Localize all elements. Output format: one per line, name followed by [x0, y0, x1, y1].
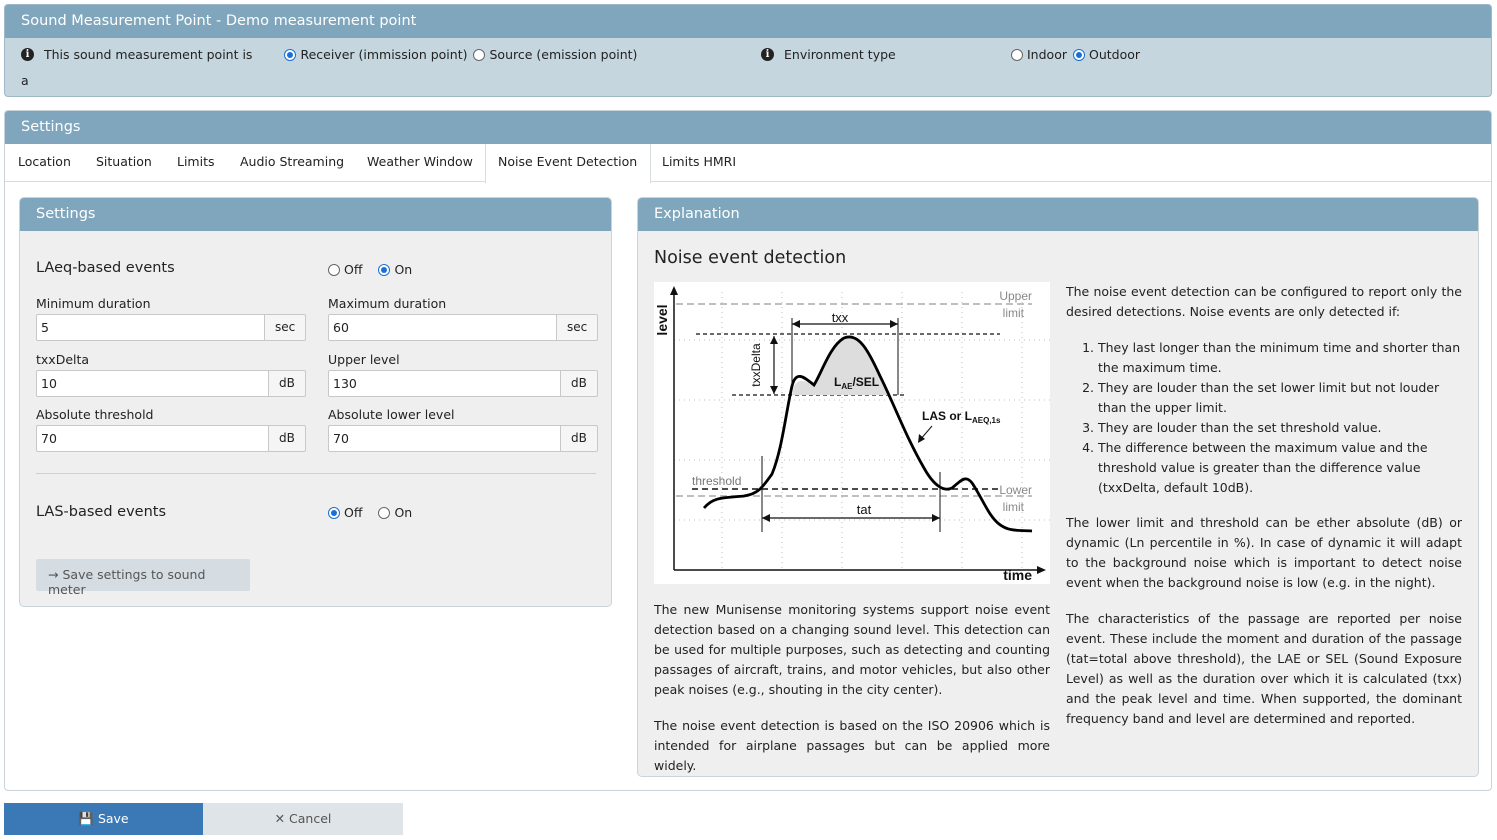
abs-lower-label: Absolute lower level: [328, 407, 455, 422]
max-duration-group: [328, 314, 598, 341]
txx-delta-input[interactable]: [36, 370, 268, 397]
panel-title: Sound Measurement Point - Demo measurement point: [5, 5, 1491, 38]
outdoor-radio[interactable]: [1073, 49, 1085, 61]
settings-form-card: [19, 197, 612, 607]
explanation-card: [637, 197, 1479, 777]
environment-row: [761, 47, 896, 62]
conditions-list: [1066, 338, 1462, 498]
laeq-off-radio[interactable]: [328, 264, 340, 276]
abs-threshold-input[interactable]: [36, 425, 268, 452]
form-title: Settings: [20, 198, 611, 231]
tat-label: tat: [856, 502, 872, 517]
explanation-heading: Noise event detection: [654, 248, 847, 268]
settings-tabs: [5, 144, 1491, 182]
tab-noise-event-detection[interactable]: Noise Event Detection: [485, 144, 651, 183]
txx-delta-group: [36, 370, 306, 397]
environment-label: Environment type: [784, 47, 896, 62]
explanation-title: Explanation: [638, 198, 1478, 231]
abs-lower-unit: dB: [560, 425, 598, 452]
txx-delta-label: txxDelta: [36, 352, 90, 367]
intro-paragraph: The noise event detection can be configured to report only the desired detections. Noise events are only detected if:: [1066, 284, 1462, 319]
max-duration-unit: sec: [556, 314, 598, 341]
save-to-sound-meter-button[interactable]: [36, 559, 250, 597]
munisense-paragraph: The new Munisense monitoring systems support noise event detection based on a changing sound level. This detection can be used for multiple purposes, such as detecting and counting passages of aircraft, trains, and motor vehicles, but also other peak noises (e.g., shouting in the city center).: [654, 602, 1050, 697]
laeq-toggle: [328, 262, 418, 277]
save-to-sound-meter-label: Save settings to sound meter: [48, 567, 206, 597]
noise-event-diagram: [654, 282, 1050, 584]
tab-limits[interactable]: Limits: [177, 154, 215, 169]
settings-panel: [4, 110, 1492, 791]
close-icon: ✕: [274, 811, 286, 826]
txx-label: txx: [831, 310, 849, 325]
upper-level-label: Upper level: [328, 352, 400, 367]
upper-limit-label-2: limit: [1002, 306, 1024, 320]
abs-lower-group: [328, 425, 598, 452]
laeq-on-label[interactable]: On: [394, 262, 413, 277]
upper-level-group: [328, 370, 598, 397]
settings-title: Settings: [5, 111, 1491, 144]
tab-situation[interactable]: Situation: [96, 154, 152, 169]
save-label: Save: [97, 811, 129, 826]
point-type-row: [21, 47, 643, 62]
condition-item: 2. They are louder than the set lower limit but not louder than the upper limit.: [1098, 378, 1462, 418]
condition-item: 1. They last longer than the minimum time and shorter than the maximum time.: [1098, 338, 1462, 378]
source-label[interactable]: Source (emission point): [489, 47, 638, 62]
lower-limit-label-1: Lower: [999, 483, 1032, 497]
floppy-disk-icon: 💾: [78, 811, 94, 826]
las-laeq-label: LAS or $L_{AEQ,1s}$: [922, 409, 1001, 425]
measurement-point-panel: [4, 4, 1492, 97]
txx-delta-unit: dB: [268, 370, 306, 397]
laeq-off-label[interactable]: Off: [344, 262, 363, 277]
max-duration-label: Maximum duration: [328, 296, 447, 311]
indoor-label[interactable]: Indoor: [1027, 47, 1067, 62]
tab-weather-window[interactable]: Weather Window: [367, 154, 473, 169]
lae-sel-label: $L_{AE}$/SEL: [834, 375, 880, 391]
las-on-radio[interactable]: [378, 507, 390, 519]
las-on-label[interactable]: On: [394, 505, 413, 520]
diagram-background: [654, 282, 1050, 584]
min-duration-group: [36, 314, 306, 341]
cancel-button[interactable]: [203, 803, 403, 835]
max-duration-input[interactable]: [328, 314, 556, 341]
point-type-label-wrap: a: [21, 73, 29, 88]
las-toggle: [328, 505, 418, 520]
txx-delta-label: txxDelta: [749, 343, 763, 387]
form-divider: [36, 473, 596, 474]
abs-lower-input[interactable]: [328, 425, 560, 452]
info-icon[interactable]: i: [21, 48, 34, 61]
point-type-label: This sound measurement point is: [44, 47, 253, 62]
characteristics-paragraph: The characteristics of the passage are reported per noise event. These include the moment and duration of the passage (tat=total above threshold), the LAE or SEL (Sound Exposure Level) as well as the duration over which it is calculated (txx) and the peak level and time. When supported, the dominant frequency band and level are determined and reported.: [1066, 611, 1462, 726]
laeq-title: LAeq-based events: [36, 260, 175, 276]
receiver-label[interactable]: Receiver (immission point): [300, 47, 468, 62]
environment-options: [1011, 47, 1146, 62]
min-duration-label: Minimum duration: [36, 296, 151, 311]
abs-threshold-unit: dB: [268, 425, 306, 452]
las-title: LAS-based events: [36, 504, 166, 520]
limits-paragraph: The lower limit and threshold can be ether absolute (dB) or dynamic (Ln percentile in %). In case of dynamic it will adapt to the background noise which is important to detect noise event when the background noise is low (e.g. in the night).: [1066, 515, 1462, 590]
tab-audio-streaming[interactable]: Audio Streaming: [240, 154, 345, 169]
condition-item: 3. They are louder than the set threshold value.: [1098, 418, 1462, 438]
arrow-right-icon: →: [48, 567, 59, 582]
save-button[interactable]: [4, 803, 203, 835]
upper-level-unit: dB: [560, 370, 598, 397]
abs-threshold-group: [36, 425, 306, 452]
tab-limits-hmri[interactable]: Limits HMRI: [662, 154, 737, 169]
laeq-on-radio[interactable]: [378, 264, 390, 276]
y-axis-label: level: [654, 304, 670, 336]
min-duration-unit: sec: [264, 314, 306, 341]
upper-limit-label-1: Upper: [999, 289, 1032, 303]
receiver-radio[interactable]: [284, 49, 296, 61]
tab-location[interactable]: Location: [18, 154, 71, 169]
source-radio[interactable]: [473, 49, 485, 61]
info-icon[interactable]: i: [761, 48, 774, 61]
abs-threshold-label: Absolute threshold: [36, 407, 154, 422]
las-off-radio[interactable]: [328, 507, 340, 519]
min-duration-input[interactable]: [36, 314, 264, 341]
las-off-label[interactable]: Off: [344, 505, 363, 520]
indoor-radio[interactable]: [1011, 49, 1023, 61]
threshold-label: threshold: [692, 474, 742, 488]
lower-limit-label-2: limit: [1002, 500, 1024, 514]
iso-paragraph: The noise event detection is based on the ISO 20906 which is intended for airplane passages but can be applied more widely.: [654, 718, 1050, 773]
upper-level-input[interactable]: [328, 370, 560, 397]
outdoor-label[interactable]: Outdoor: [1088, 47, 1141, 62]
x-axis-label: time: [1003, 567, 1032, 583]
cancel-label: Cancel: [289, 811, 332, 826]
condition-item: 4. The difference between the maximum value and the threshold value is greater than the difference value (txxDelta, default 10dB).: [1098, 438, 1462, 498]
